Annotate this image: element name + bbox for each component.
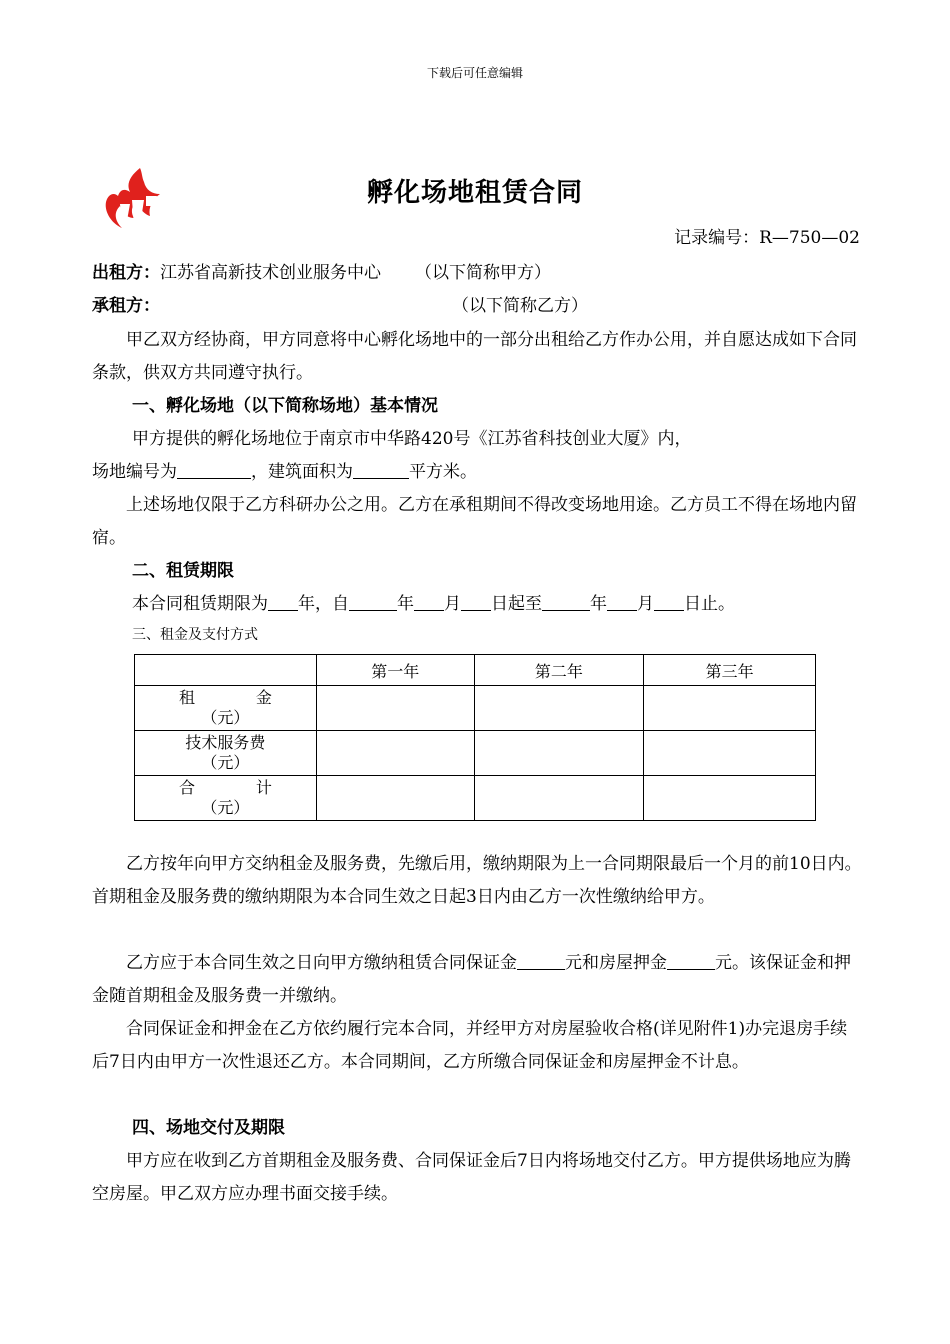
deposit-text-a: 乙方应于本合同生效之日向甲方缴纳租赁合同保证金	[126, 953, 517, 973]
site-number-blank[interactable]	[177, 460, 251, 479]
table-row-rent	[135, 686, 816, 731]
area-unit: 平方米。	[409, 462, 477, 482]
section1-heading: 一、孵化场地（以下简称场地）基本情况	[132, 396, 438, 416]
rent-year1-cell[interactable]	[316, 686, 474, 731]
rent-label-a: 租	[179, 688, 196, 707]
rent-table-header	[135, 655, 816, 686]
header-cell-year3: 第三年	[644, 655, 816, 686]
end-day-blank[interactable]	[654, 592, 684, 611]
row-label-total	[135, 776, 317, 821]
term-years-blank[interactable]	[268, 592, 298, 611]
lessee-line	[92, 290, 862, 323]
document-title: 孵化场地租赁合同	[366, 178, 583, 208]
term-text-1: 本合同租赁期限为	[132, 594, 268, 614]
section2-heading: 二、租赁期限	[132, 561, 234, 581]
term-text-5: 日起至	[491, 594, 542, 614]
section1-paragraph2: 上述场地仅限于乙方科研办公之用。乙方在承租期间不得改变场地用途。乙方员工不得在场地内留宿。	[92, 495, 857, 548]
rent-year3-cell[interactable]	[644, 686, 816, 731]
deposit-paragraph	[92, 947, 862, 1013]
guarantee-amount-blank[interactable]	[517, 951, 565, 970]
row-label-service-fee	[135, 731, 317, 776]
area-label: ，建筑面积为	[251, 462, 353, 482]
lessor-label: 出租方：	[92, 263, 160, 283]
intro-paragraph: 甲乙双方经协商，甲方同意将中心孵化场地中的一部分出租给乙方作办公用，并自愿达成如下合同条款，供双方共同遵守执行。	[92, 330, 857, 383]
delivery-paragraph: 甲方应在收到乙方首期租金及服务费、合同保证金后7日内将场地交付乙方。甲方提供场地应为腾空房屋。甲乙双方应办理书面交接手续。	[92, 1151, 851, 1204]
section4-heading: 四、场地交付及期限	[132, 1118, 285, 1138]
term-text-2: 年，自	[298, 594, 349, 614]
total-year1-cell[interactable]	[316, 776, 474, 821]
site-number-label: 场地编号为	[92, 462, 177, 482]
lessor-line	[92, 257, 862, 290]
header-cell-year2: 第二年	[474, 655, 644, 686]
rent-label-b: 金	[255, 688, 272, 707]
lessee-note: （以下简称乙方）	[452, 296, 588, 316]
term-text-6: 年	[590, 594, 607, 614]
rent-year2-cell[interactable]	[474, 686, 644, 731]
payment-paragraph: 乙方按年向甲方交纳租金及服务费，先缴后用，缴纳期限为上一合同期限最后一个月的前10日内。首期租金及服务费的缴纳期限为本合同生效之日起3日内由乙方一次性缴纳给甲方。	[92, 854, 862, 907]
refund-paragraph: 合同保证金和押金在乙方依约履行完本合同，并经甲方对房屋验收合格(详见附件1)办完退房手续后7日内由甲方一次性退还乙方。本合同期间，乙方所缴合同保证金和房屋押金不计息。	[92, 1019, 848, 1072]
total-label-b: 计	[255, 778, 272, 797]
lessor-value: 江苏省高新技术创业服务中心	[160, 263, 381, 283]
total-label-a: 合	[179, 778, 196, 797]
lease-term-line	[132, 588, 902, 621]
total-year3-cell[interactable]	[644, 776, 816, 821]
section1-line2	[92, 456, 862, 489]
lessee-label: 承租方：	[92, 296, 160, 316]
house-deposit-blank[interactable]	[667, 951, 715, 970]
area-blank[interactable]	[353, 460, 409, 479]
service-fee-year3-cell[interactable]	[644, 731, 816, 776]
header-cell-year1: 第一年	[316, 655, 474, 686]
section1-line1: 甲方提供的孵化场地位于南京市中华路420号《江苏省科技创业大厦》内，	[132, 429, 692, 449]
term-text-7: 月	[637, 594, 654, 614]
end-year-blank[interactable]	[542, 592, 590, 611]
row-label-rent	[135, 686, 317, 731]
rent-unit: （元）	[201, 708, 250, 727]
record-number: 记录编号：R—750—02	[674, 228, 860, 248]
term-text-8: 日止。	[684, 594, 735, 614]
service-fee-label: 技术服务费	[185, 733, 266, 752]
header-cell-empty	[135, 655, 317, 686]
deposit-text-c: 元。该保证金和押金随首期租金及服务费一并缴纳。	[92, 953, 851, 1006]
end-month-blank[interactable]	[607, 592, 637, 611]
total-unit: （元）	[201, 798, 250, 817]
term-text-4: 月	[444, 594, 461, 614]
lessor-note: （以下简称甲方）	[415, 263, 551, 283]
start-year-blank[interactable]	[349, 592, 397, 611]
start-day-blank[interactable]	[461, 592, 491, 611]
rent-table	[134, 654, 816, 821]
start-month-blank[interactable]	[414, 592, 444, 611]
section3-heading: 三、租金及支付方式	[132, 627, 258, 643]
total-year2-cell[interactable]	[474, 776, 644, 821]
term-text-3: 年	[397, 594, 414, 614]
header-note: 下载后可任意编辑	[426, 66, 523, 80]
table-row-service-fee	[135, 731, 816, 776]
deposit-text-b: 元和房屋押金	[565, 953, 667, 973]
service-fee-unit: （元）	[201, 753, 250, 772]
service-fee-year1-cell[interactable]	[316, 731, 474, 776]
table-row-total	[135, 776, 816, 821]
service-fee-year2-cell[interactable]	[474, 731, 644, 776]
